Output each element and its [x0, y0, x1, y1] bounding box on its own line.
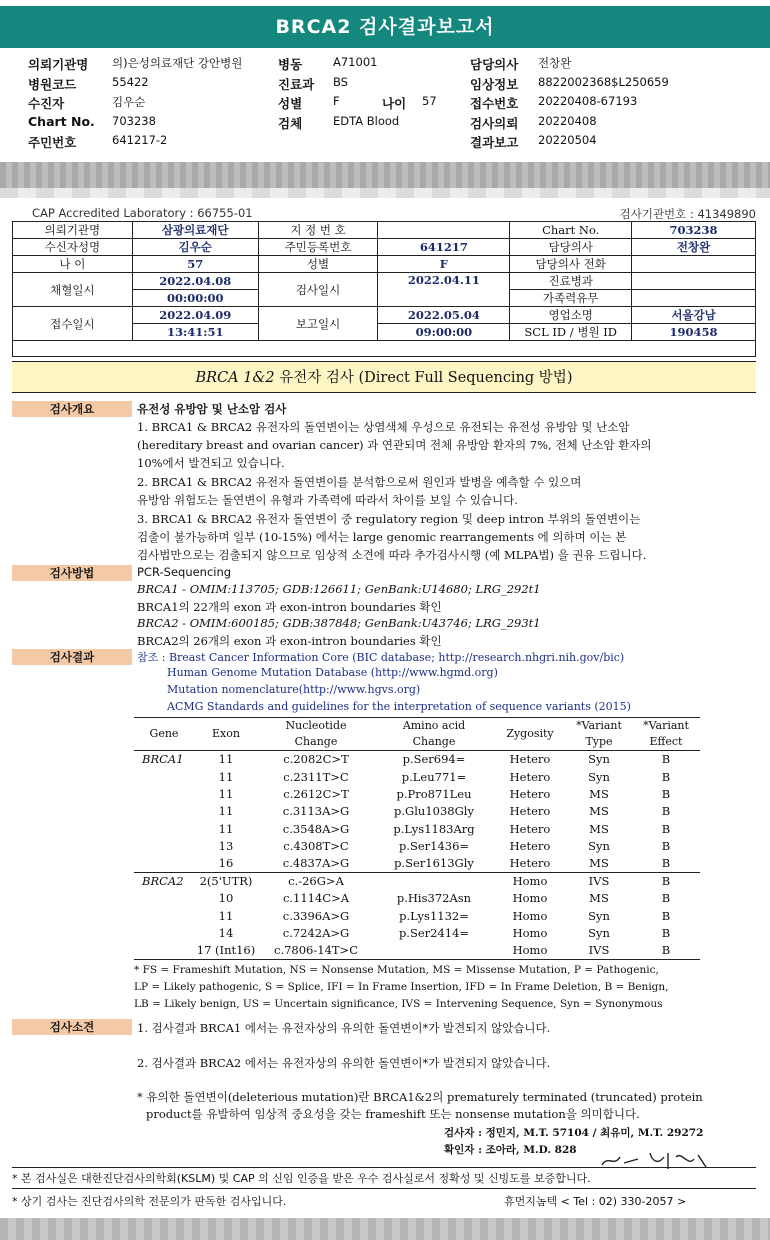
header-line: Change: [294, 735, 338, 748]
table-cell: c.2311T>C: [283, 769, 349, 784]
note-line: product를 유발하여 임상적 중요성을 갖는 frameshift 또는 nonsense mutation을 의미합니다.: [146, 1107, 640, 1121]
overview-line: 유방암 위험도는 돌연변이 유형과 가족력에 따라서 차이를 보일 수 있습니다.: [137, 493, 518, 507]
certification-note: * 본 검사실은 대한진단검사의학회(KSLM) 및 CAP 의 신임 인증을 받은 우수 검사실로서 정확성 및 신빙도를 보증합니다.: [12, 1167, 756, 1189]
table-cell: BRCA2: [142, 874, 184, 889]
table-cell: p.Pro871Leu: [396, 786, 472, 801]
finding-line: 1. 검사결과 BRCA1 에서는 유전자상의 유의한 돌연변이*가 발견되지 않았습니다.: [137, 1021, 551, 1035]
table-cell: MS: [589, 786, 609, 801]
overview-line: 10%에서 발견되고 있습니다.: [137, 456, 285, 470]
table-cell: Hetero: [509, 821, 551, 836]
table-row: [134, 907, 700, 924]
table-cell: B: [661, 908, 671, 923]
table-cell: B: [661, 821, 671, 836]
overview-line: (hereditary breast and ovarian cancer) 과 연관되며 전체 유방암 환자의 7%, 전체 난소암 환자의: [137, 438, 652, 452]
table-cell: c.2082C>T: [283, 752, 349, 767]
method-line: BRCA1 - OMIM:113705; GDB:126611; GenBank:U14680; LRG_292t1: [137, 582, 541, 596]
hdr-value: A71001: [333, 55, 378, 69]
header-line: *Variant: [643, 719, 689, 732]
table-cell: c.3396A>G: [282, 908, 350, 923]
hdr-label: 결과보고: [470, 135, 519, 150]
info-value: 2022.04.11: [378, 273, 510, 307]
table-cell: p.Ser2414=: [398, 926, 470, 941]
hdr-label: 나이: [382, 96, 407, 111]
tester-line: 검사자 : 정민지, M.T. 57104 / 최유미, M.T. 29272: [444, 1127, 704, 1139]
result-section: [12, 649, 756, 1017]
info-value: 삼광의료재단: [132, 222, 258, 239]
info-value: 703238: [632, 222, 756, 239]
info-value: 서울강남: [632, 307, 756, 324]
hdr-value: F: [333, 94, 340, 108]
table-cell: Syn: [588, 926, 610, 941]
variant-table: [134, 717, 700, 960]
table-cell: 16: [218, 856, 234, 871]
table-cell: 14: [218, 926, 234, 941]
table-row: [134, 837, 700, 854]
hdr-label: Chart No.: [28, 113, 95, 129]
table-cell: IVS: [588, 874, 610, 889]
info-label: 보고일시: [258, 307, 378, 341]
info-value: 김우순: [132, 239, 258, 256]
table-row: [134, 751, 700, 768]
table-cell: 13: [218, 839, 234, 854]
table-cell: c.7806-14T>C: [274, 943, 358, 958]
table-cell: p.Leu771=: [401, 769, 467, 784]
table-cell: c.2612C>T: [283, 786, 349, 801]
info-value: 전창완: [632, 239, 756, 256]
info-value: 00:00:00: [132, 290, 258, 307]
table-cell: B: [661, 856, 671, 871]
table-cell: 11: [218, 821, 234, 836]
table-cell: Homo: [512, 943, 548, 958]
table-cell: B: [661, 839, 671, 854]
footer-notes: [12, 1189, 756, 1209]
table-row: [134, 768, 700, 785]
finding-line: 2. 검사결과 BRCA2 에서는 유전자상의 유의한 돌연변이*가 발견되지 않았습니다.: [137, 1056, 551, 1070]
table-cell: c.3548A>G: [282, 821, 350, 836]
hdr-label: 성별: [278, 96, 303, 111]
header-line: *Variant: [576, 719, 622, 732]
hdr-label: 의뢰기관명: [28, 57, 89, 72]
test-title: [12, 361, 756, 393]
info-value: 2022.05.04: [378, 307, 510, 324]
table-cell: p.Ser1613Gly: [394, 856, 474, 871]
confirmer-line: 확인자 : 조아라, M.D. 828: [444, 1144, 577, 1156]
info-label: 수신자성명: [13, 239, 133, 256]
info-label: 담당의사 전화: [510, 256, 632, 273]
table-cell: 17 (Int16): [196, 943, 256, 958]
hdr-label: 진료과: [278, 76, 315, 92]
note-line: * 유의한 돌연변이(deleterious mutation)란 BRCA1&2의 prematurely terminated (truncated) protein: [137, 1090, 703, 1104]
table-cell: Syn: [588, 839, 610, 854]
blank-row: [12, 341, 756, 357]
table-cell: Hetero: [509, 769, 551, 784]
section-label: 검사개요: [12, 401, 132, 417]
abbrev-line: LB = Likely benign, US = Uncertain significance, IVS = Intervening Sequence, Syn = Synonymous: [134, 998, 663, 1010]
col-header-effect: [632, 718, 700, 751]
col-header-exon: Exon: [212, 727, 240, 740]
info-label: 나 이: [13, 256, 133, 273]
table-cell: Syn: [588, 769, 610, 784]
table-cell: Hetero: [509, 786, 551, 801]
table-cell: Homo: [512, 891, 548, 906]
col-header-zygosity: Zygosity: [506, 727, 554, 740]
section-label: 검사소견: [12, 1019, 132, 1035]
table-cell: Hetero: [509, 804, 551, 819]
lab-number: 검사기관번호 : 41349890: [619, 207, 756, 221]
abbrev-line: LP = Likely pathogenic, S = Splice, IFI = In Frame Insertion, IFD = In Frame Deletion, B = Benign,: [134, 981, 669, 993]
hdr-value: 57: [422, 94, 437, 108]
hdr-value: 55422: [112, 74, 149, 89]
method-line: BRCA1의 22개의 exon 과 exon-intron boundaries 확인: [137, 600, 442, 614]
test-title-gene: BRCA 1&2: [195, 370, 275, 386]
info-value: [632, 256, 756, 273]
info-label: Chart No.: [510, 222, 632, 239]
hdr-label: 임상정보: [470, 76, 519, 92]
patient-header: [28, 55, 758, 153]
table-cell: MS: [589, 891, 609, 906]
hdr-value: 703238: [112, 113, 156, 128]
table-cell: Homo: [512, 926, 548, 941]
info-label: 주민등록번호: [258, 239, 378, 256]
info-value: 190458: [632, 324, 756, 341]
table-cell: p.His372Asn: [396, 891, 472, 906]
abbrev-line: * FS = Frameshift Mutation, NS = Nonsense Mutation, MS = Missense Mutation, P = Pathogenic,: [134, 964, 659, 976]
table-row: [134, 803, 700, 820]
reference-line: 참조 : Breast Cancer Information Core (BIC database; http://research.nhgri.nih.gov/bic): [137, 651, 625, 664]
hdr-label: 접수번호: [470, 96, 519, 111]
table-cell: BRCA1: [142, 752, 184, 767]
table-cell: 2(5'UTR): [199, 874, 253, 889]
info-value: 09:00:00: [378, 324, 510, 341]
table-cell: [374, 942, 494, 959]
info-value: [632, 290, 756, 307]
table-cell: Hetero: [509, 856, 551, 871]
col-header-nucleotide: [258, 718, 374, 751]
header-line: Amino acid: [402, 719, 466, 732]
table-cell: Syn: [588, 752, 610, 767]
table-cell: c.4308T>C: [283, 839, 349, 854]
table-row: [134, 890, 700, 907]
hdr-value: 김우순: [112, 95, 146, 109]
hdr-value: BS: [333, 74, 348, 89]
hdr-label: 수진자: [28, 96, 65, 111]
table-row: [134, 785, 700, 802]
info-label: 접수일시: [13, 307, 133, 341]
table-cell: B: [661, 943, 671, 958]
table-cell: [134, 942, 194, 959]
hdr-label: 검사의뢰: [470, 115, 519, 131]
section-label: 검사방법: [12, 565, 132, 581]
table-cell: c.4837A>G: [282, 856, 350, 871]
lab-contact: 휴먼지놈텍 < Tel : 02) 330-2057 >: [504, 1195, 687, 1208]
col-header-type: [566, 718, 632, 751]
info-label: 의뢰기관명: [13, 222, 133, 239]
info-label: SCL ID / 병원 ID: [510, 324, 632, 341]
info-label: 검사일시: [258, 273, 378, 307]
judge-note: * 상기 검사는 진단검사의학 전문의가 판독한 검사입니다.: [12, 1195, 287, 1208]
method-section: [12, 563, 756, 649]
table-cell: B: [661, 891, 671, 906]
brca1-rows: [134, 751, 700, 873]
info-value: [632, 273, 756, 290]
table-cell: Hetero: [509, 752, 551, 767]
table-cell: [134, 924, 194, 941]
info-label: 성별: [258, 256, 378, 273]
lab-report: [12, 204, 768, 1209]
header-line: Nucleotide: [285, 719, 347, 732]
info-value: [378, 222, 510, 239]
test-title-text: 유전자 검사 (Direct Full Sequencing 방법): [274, 370, 573, 386]
method-line: BRCA2의 26개의 exon 과 exon-intron boundaries 확인: [137, 634, 442, 648]
hdr-value: 20220408: [538, 113, 597, 128]
table-cell: B: [661, 804, 671, 819]
table-row: [134, 942, 700, 959]
table-cell: 11: [218, 752, 234, 767]
table-cell: [134, 855, 194, 872]
brca2-rows: [134, 872, 700, 959]
overview-line: 3. BRCA1 & BRCA2 유전자 돌연변이 중 regulatory region 및 deep intron 부위의 돌연변이는: [137, 512, 641, 526]
table-cell: IVS: [588, 943, 610, 958]
table-cell: c.7242A>G: [282, 926, 350, 941]
table-cell: B: [661, 769, 671, 784]
table-cell: p.Glu1038Gly: [394, 804, 474, 819]
cap-accreditation: CAP Accredited Laboratory : 66755-01: [32, 206, 253, 220]
info-value: 2022.04.08: [132, 273, 258, 290]
hdr-value: 20220408-67193: [538, 94, 638, 108]
table-cell: Homo: [512, 908, 548, 923]
header-line: Effect: [649, 735, 683, 748]
info-label: 진료병과: [510, 273, 632, 290]
table-row: [134, 872, 700, 889]
info-value: 57: [132, 256, 258, 273]
table-cell: [134, 820, 194, 837]
hdr-value: EDTA Blood: [333, 113, 400, 128]
table-cell: [134, 890, 194, 907]
col-header-gene: Gene: [149, 727, 179, 740]
info-label: 채혈일시: [13, 273, 133, 307]
overview-section: [12, 393, 756, 563]
table-cell: 11: [218, 804, 234, 819]
info-value: 13:41:51: [132, 324, 258, 341]
table-cell: [134, 907, 194, 924]
overview-line: 1. BRCA1 & BRCA2 유전자의 돌연변이는 상염색체 우성으로 유전되는 유전성 유방암 및 난소암: [137, 420, 630, 434]
overview-line: 검출이 불가능하며 일부 (10-15%) 에서는 large genomic rearrangements 에 의하며 이는 본: [137, 530, 627, 544]
table-cell: 10: [218, 891, 234, 906]
table-cell: p.Lys1183Arg: [393, 821, 475, 836]
table-cell: 11: [218, 786, 234, 801]
page-bottom-edge: [0, 1218, 770, 1240]
method-line: BRCA2 - OMIM:600185; GDB:387848; GenBank:U43746; LRG_293t1: [137, 616, 541, 630]
table-cell: 11: [218, 908, 234, 923]
table-cell: [134, 768, 194, 785]
table-cell: c.-26G>A: [288, 874, 344, 889]
table-row: [134, 855, 700, 872]
table-cell: B: [661, 786, 671, 801]
table-cell: c.1114C>A: [282, 891, 350, 906]
table-cell: [374, 872, 494, 889]
table-cell: MS: [589, 821, 609, 836]
finding-section: [12, 1017, 756, 1167]
table-row: [134, 924, 700, 941]
overview-line: 검사법만으로는 검출되지 않으므로 임상적 소견에 따라 추가검사시행 (예 MLPA법) 을 권유 드립니다.: [137, 548, 647, 562]
table-cell: Hetero: [509, 839, 551, 854]
table-cell: [134, 837, 194, 854]
torn-edge: [0, 162, 770, 198]
col-header-amino: [374, 718, 494, 751]
table-cell: 11: [218, 769, 234, 784]
table-cell: B: [661, 874, 671, 889]
table-cell: p.Lys1132=: [399, 908, 469, 923]
reference-line: Human Genome Mutation Database (http://www.hgmd.org): [167, 666, 498, 679]
hdr-label: 병원코드: [28, 76, 77, 92]
hdr-label: 병동: [278, 57, 303, 72]
info-value: F: [378, 256, 510, 273]
table-cell: MS: [589, 804, 609, 819]
table-cell: MS: [589, 856, 609, 871]
table-cell: Homo: [512, 874, 548, 889]
table-cell: B: [661, 926, 671, 941]
hdr-label: 담당의사: [470, 57, 519, 72]
info-label: 영업소명: [510, 307, 632, 324]
section-label: 검사결과: [12, 649, 132, 665]
hdr-value: 8822002368$L250659: [538, 74, 669, 89]
header-line: Change: [412, 735, 456, 748]
hdr-value: 641217-2: [112, 133, 168, 147]
report-title: BRCA2 검사결과보고서: [0, 6, 770, 48]
hdr-label: 검체: [278, 115, 303, 131]
table-cell: B: [661, 752, 671, 767]
info-value: 2022.04.09: [132, 307, 258, 324]
hdr-value: 의)은성의료재단 강안병원: [112, 56, 243, 70]
header-line: Type: [585, 735, 613, 748]
overview-line: 2. BRCA1 & BRCA2 유전자 돌연변이를 분석함으로써 원인과 발병을 예측할 수 있으며: [137, 475, 582, 489]
hdr-label: 주민번호: [28, 135, 77, 150]
info-label: 담당의사: [510, 239, 632, 256]
reference-line: Mutation nomenclature(http://www.hgvs.org): [167, 683, 421, 696]
table-cell: [134, 785, 194, 802]
table-cell: [134, 803, 194, 820]
info-label: 지 정 번 호: [258, 222, 378, 239]
table-cell: p.Ser1436=: [398, 839, 470, 854]
table-cell: p.Ser694=: [402, 752, 466, 767]
reference-line: ACMG Standards and guidelines for the interpretation of sequence variants (2015): [167, 700, 631, 713]
info-label: 가족력유무: [510, 290, 632, 307]
table-cell: Syn: [588, 908, 610, 923]
hdr-value: 전창완: [538, 56, 572, 70]
table-cell: c.3113A>G: [282, 804, 350, 819]
patient-info-table: [12, 221, 756, 341]
overview-heading: 유전성 유방암 및 난소암 검사: [137, 402, 287, 416]
hdr-value: 20220504: [538, 133, 597, 147]
info-value: 641217: [378, 239, 510, 256]
method-line: PCR-Sequencing: [137, 565, 232, 579]
table-row: [134, 820, 700, 837]
